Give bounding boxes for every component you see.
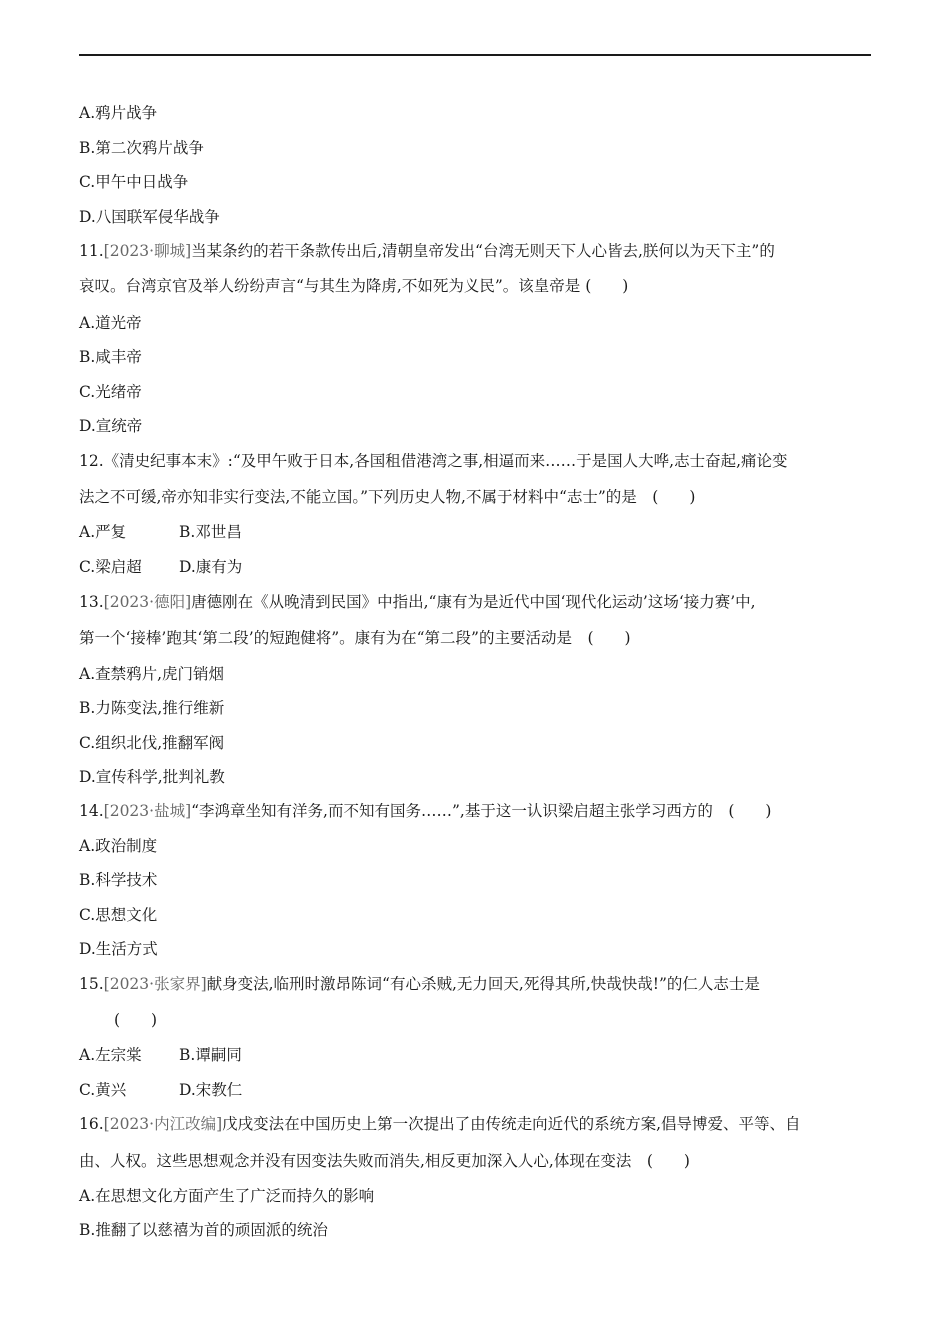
q15-options-row1: [79, 1045, 242, 1065]
q12-options-row2: [79, 557, 242, 577]
q13-option-c[interactable]: C.组织北伐,推翻军阀: [79, 734, 225, 752]
q10-option-c[interactable]: C.甲午中日战争: [79, 173, 189, 191]
q13-option-d[interactable]: D.宣传科学,批判礼教: [79, 768, 225, 786]
q14-stem-line1: [79, 801, 771, 821]
q15-option-d[interactable]: D.宋教仁: [179, 1081, 243, 1099]
q14-option-b[interactable]: B.科学技术: [79, 871, 158, 889]
q12-option-a[interactable]: A.严复: [79, 523, 127, 541]
q15-stem-line1: [79, 974, 760, 994]
q13-source: [2023·德阳]: [103, 593, 192, 611]
q10-option-d[interactable]: D.八国联军侵华战争: [79, 208, 220, 226]
q11-stem-line2: 哀叹。台湾京官及举人纷纷声言“与其生为降虏,不如死为义民”。该皇帝是 ( ): [79, 277, 629, 295]
q11-option-b[interactable]: B.咸丰帝: [79, 348, 142, 366]
q16-source: [2023·内江改编]: [103, 1115, 223, 1133]
q11-option-d[interactable]: D.宣统帝: [79, 417, 143, 435]
q14-option-d[interactable]: D.生活方式: [79, 940, 158, 958]
q11-number: 11.: [79, 242, 104, 260]
q12-number: 12.: [79, 452, 104, 470]
q12-text1: 《清史纪事本末》:“及甲午败于日本,各国租借港湾之事,相逼而来……于是国人大哗,志士奋起,痛论变: [103, 452, 788, 470]
q15-option-c[interactable]: C.黄兴: [79, 1081, 127, 1099]
q14-number: 14.: [79, 802, 104, 820]
q15-options-row2: [79, 1080, 242, 1100]
q12-option-b[interactable]: B.邓世昌: [179, 523, 242, 541]
q16-text1: 戊戌变法在中国历史上第一次提出了由传统走向近代的系统方案,倡导博爱、平等、自: [222, 1115, 801, 1133]
q16-option-b[interactable]: B.推翻了以慈禧为首的顽固派的统治: [79, 1221, 328, 1239]
q15-option-a[interactable]: A.左宗棠: [79, 1046, 142, 1064]
q13-stem-line1: [79, 592, 756, 612]
q14-option-a[interactable]: A.政治制度: [79, 837, 158, 855]
q13-stem-line2: 第一个‘接棒’跑其‘第二段’的短跑健将”。康有为在“第二段”的主要活动是 ( ): [79, 629, 631, 647]
q13-option-b[interactable]: B.力陈变法,推行维新: [79, 699, 225, 717]
q14-option-c[interactable]: C.思想文化: [79, 906, 158, 924]
q15-option-b[interactable]: B.谭嗣同: [179, 1046, 242, 1064]
q16-option-a[interactable]: A.在思想文化方面产生了广泛而持久的影响: [79, 1187, 375, 1205]
q14-source: [2023·盐城]: [103, 802, 192, 820]
q16-number: 16.: [79, 1115, 104, 1133]
q13-option-a[interactable]: A.查禁鸦片,虎门销烟: [79, 665, 225, 683]
q11-source: [2023·聊城]: [103, 242, 192, 260]
q12-stem-line1: [79, 451, 788, 471]
q15-source: [2023·张家界]: [103, 975, 207, 993]
q12-stem-line2: 法之不可缓,帝亦知非实行变法,不能立国。”下列历史人物,不属于材料中“志士”的是 ( ): [79, 488, 696, 506]
q14-text1: “李鸿章坐知有洋务,而不知有国务……”,基于这一认识梁启超主张学习西方的 ( ): [191, 802, 772, 820]
q10-option-b[interactable]: B.第二次鸦片战争: [79, 139, 204, 157]
q11-option-c[interactable]: C.光绪帝: [79, 383, 142, 401]
q16-stem-line1: [79, 1114, 801, 1134]
header-rule: [79, 54, 871, 56]
q12-option-c[interactable]: C.梁启超: [79, 558, 142, 576]
q16-stem-line2: 由、人权。这些思想观念并没有因变法失败而消失,相反更加深入人心,体现在变法 ( ): [79, 1152, 690, 1170]
q11-stem-line1: [79, 241, 775, 261]
q12-option-d[interactable]: D.康有为: [179, 558, 243, 576]
q15-answer-bracket[interactable]: ( ): [114, 1011, 158, 1029]
q13-text1: 唐德刚在《从晚清到民国》中指出,“康有为是近代中国‘现代化运动’这场‘接力赛’中,: [191, 593, 756, 611]
q11-text1: 当某条约的若干条款传出后,清朝皇帝发出“台湾无则天下人心皆去,朕何以为天下主”的: [191, 242, 775, 260]
q12-options-row1: [79, 522, 242, 542]
q10-option-a[interactable]: A.鸦片战争: [79, 104, 158, 122]
q15-number: 15.: [79, 975, 104, 993]
q15-text1: 献身变法,临刑时激昂陈词“有心杀贼,无力回天,死得其所,快哉快哉!”的仁人志士是: [206, 975, 760, 993]
q13-number: 13.: [79, 593, 104, 611]
q11-option-a[interactable]: A.道光帝: [79, 314, 142, 332]
